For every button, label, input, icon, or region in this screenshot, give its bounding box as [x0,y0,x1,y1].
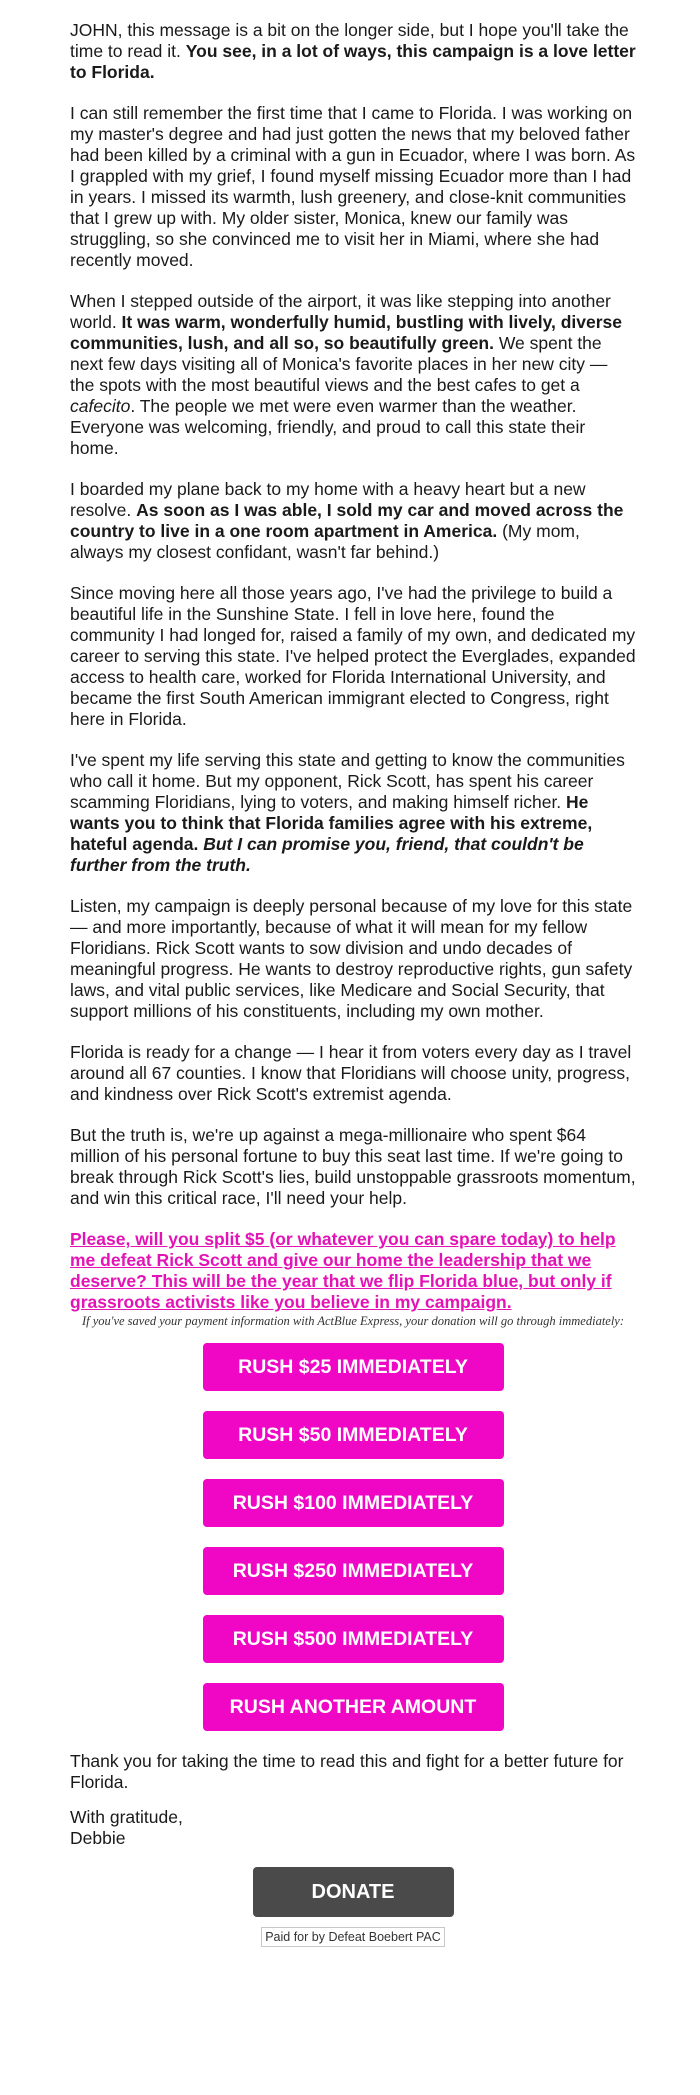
signature: Debbie [70,1828,126,1848]
intro-paragraph: JOHN, this message is a bit on the longer side, but I hope you'll take the time to read it. You see, in a lot of ways, this campaign is a love letter to Florida. [70,20,636,82]
rush-250-button[interactable]: RUSH $250 IMMEDIATELY [203,1547,504,1595]
thanks-paragraph: Thank you for taking the time to read this and fight for a better future for Florida. [70,1751,624,1792]
donate-container [70,1867,636,1917]
donation-button-list [70,1343,636,1751]
rush-25-button[interactable]: RUSH $25 IMMEDIATELY [203,1343,504,1391]
closing: With gratitude, [70,1807,183,1827]
story-paragraph-3: I boarded my plane back to my home with a heavy heart but a new resolve. As soon as I was able, I sold my car and moved across the country to live in a one room apartment in America. (My mom, always my closest confidant, wasn't far behind.) [70,479,624,562]
rush-50-button[interactable]: RUSH $50 IMMEDIATELY [203,1411,504,1459]
story-paragraph-2: When I stepped outside of the airport, it was like stepping into another world. It was warm, wonderfully humid, bustling with lively, diverse communities, lush, and all so, so beautifully green. We spent the next few days visiting all of Monica's favorite places in her new city — the spots with the most beautiful views and the best cafes to get a cafecito. The people we met were even warmer than the weather. Everyone was welcoming, friendly, and proud to call this state their home. [70,291,623,458]
actblue-express-note: If you've saved your payment information with ActBlue Express, your donation will go through immediately: [81,1314,625,1328]
intro-emphasis: You see, in a lot of ways, this campaign is a love letter to Florida. [70,41,636,82]
story-paragraph-1: I can still remember the first time that I came to Florida. I was working on my master's degree and had just gotten the news that my beloved father had been killed by a criminal with a gun in Ecuador, where I was born. As I grappled with my grief, I found myself missing Ecuador more than I had in years. I missed its warmth, lush greenery, and close-knit communities that I grew up with. My older sister, Monica, knew our family was struggling, so she convinced me to visit her in Miami, where she had recently moved. [70,103,636,270]
career-paragraph: Since moving here all those years ago, I've had the privilege to build a beautiful life in the Sunshine State. I fell in love here, found the community I had longed for, raised a family of my own, and dedicated my career to serving this state. I've helped protect the Everglades, expanded access to health care, worked for Florida International University, and became the first South American immigrant elected to Congress, right here in Florida. [70,583,636,729]
truth-paragraph: But the truth is, we're up against a mega-millionaire who spent $64 million of his personal fortune to buy this seat last time. If we're going to break through Rick Scott's lies, build unstoppable grassroots momentum, and win this critical race, I'll need your help. [70,1125,636,1208]
email-body [70,0,636,1947]
donate-button[interactable]: DONATE [253,1867,454,1917]
rush-other-amount-button[interactable]: RUSH ANOTHER AMOUNT [203,1683,504,1731]
rush-500-button[interactable]: RUSH $500 IMMEDIATELY [203,1615,504,1663]
personal-paragraph: Listen, my campaign is deeply personal because of my love for this state — and more importantly, because of what it will mean for my fellow Floridians. Rick Scott wants to sow division and undo decades of meaningful progress. He wants to destroy reproductive rights, gun safety laws, and vital public services, like Medicare and Social Security, that support millions of his constituents, including my own mother. [70,896,633,1021]
paid-for-disclaimer: Paid for by Defeat Boebert PAC [261,1927,445,1947]
rush-100-button[interactable]: RUSH $100 IMMEDIATELY [203,1479,504,1527]
opponent-paragraph: I've spent my life serving this state and getting to know the communities who call it home. But my opponent, Rick Scott, has spent his career scamming Floridians, lying to voters, and making himself richer. He wants you to think that Florida families agree with his extreme, hateful agenda. But I can promise you, friend, that couldn't be further from the truth. [70,750,625,875]
change-paragraph: Florida is ready for a change — I hear it from voters every day as I travel around all 67 counties. I know that Floridians will choose unity, progress, and kindness over Rick Scott's extremist agenda. [70,1042,632,1104]
donate-cta-link[interactable]: Please, will you split $5 (or whatever you can spare today) to help me defeat Rick Scott and give our home the leadership that we deserve? This will be the year that we flip Florida blue, but only if grassroots activists like you believe in my campaign. [70,1229,616,1312]
disclaimer-container [70,1927,636,1947]
